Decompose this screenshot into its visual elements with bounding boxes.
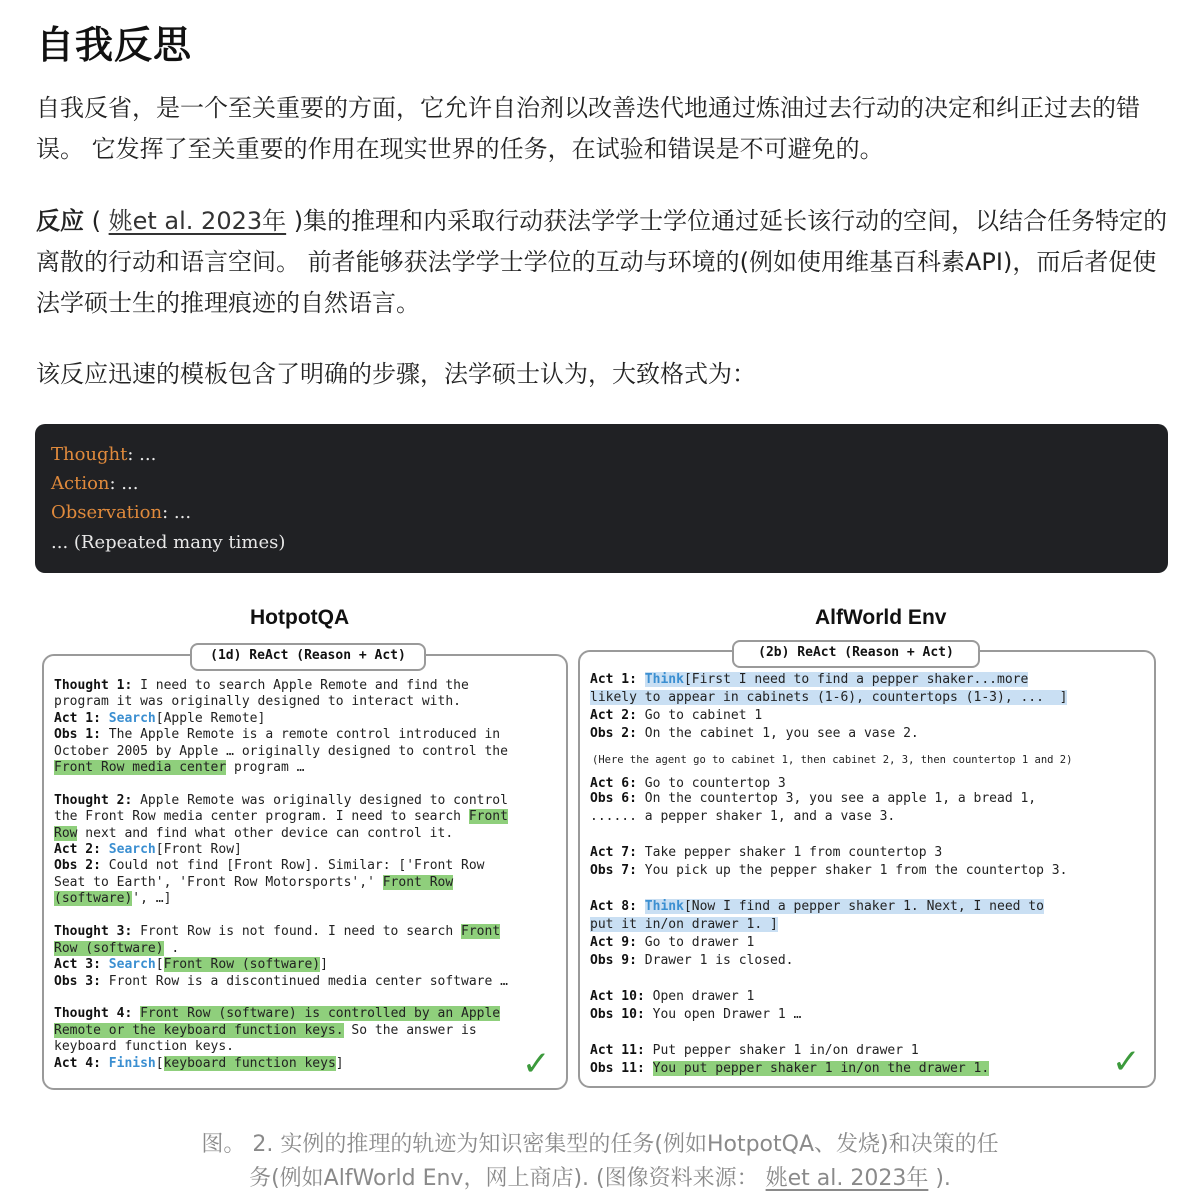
trace-line: Seat to Earth', 'Front Row Motorsports',' Front Row: [54, 875, 454, 890]
trace-line: program it was originally designed to interact with.: [54, 694, 461, 709]
trace-line: Obs 3: Front Row is a discontinued media center software …: [54, 974, 508, 989]
trace-line: Front Row media center program …: [54, 760, 305, 775]
trace-line: Obs 1: The Apple Remote is a remote control introduced in: [54, 727, 501, 742]
trace-line: likely to appear in cabinets (1-6), countertops (1-3), ... ]: [590, 690, 1068, 705]
trace-line: Thought 1: I need to search Apple Remote and find the: [54, 678, 469, 693]
trace-line: Act 10: Open drawer 1: [590, 989, 755, 1004]
intro-paragraph: 自我反省，是一个至关重要的方面，它允许自治剂以改善迭代地通过炼油过去行动的决定和纠正过去的错误。 它发挥了至关重要的作用在现实世界的任务，在试验和错误是不可避免的。: [36, 94, 1140, 163]
trace-line: Act 1: Search[Apple Remote]: [54, 711, 266, 726]
trace-line: Thought 3: Front Row is not found. I need to search Front: [54, 924, 501, 939]
trace-line: October 2005 by Apple … originally designed to control the: [54, 744, 508, 759]
figure-left-title: HotpotQA: [250, 606, 350, 629]
caption-citation-link[interactable]: 姚et al. 2023年: [765, 1166, 929, 1191]
figure-right-title: AlfWorld Env: [815, 606, 947, 629]
panel-label-left: (1d) ReAct (Reason + Act): [190, 643, 426, 671]
trace-line: the Front Row media center program. I need to search Front: [54, 809, 508, 824]
checkmark-icon: ✓: [522, 1044, 551, 1084]
trace-line: Act 2: Search[Front Row]: [54, 842, 242, 857]
react-description: )集的推理和内采取行动获法学学士学位通过延长该行动的空间，以结合任务特定的离散的行动和语言空间。 前者能够获法学学士学位的互动与环境的(例如使用维基百科素API)，而后者促使法学硕士生的推理痕迹的自然语言。: [36, 207, 1168, 317]
trace-line: Obs 11: You put pepper shaker 1 in/on the drawer 1.: [590, 1061, 990, 1076]
trace-note: (Here the agent go to cabinet 1, then cabinet 2, 3, then countertop 1 and 2): [592, 754, 1073, 766]
trace-line: keyboard function keys.: [54, 1039, 235, 1054]
page-title: 自我反思: [36, 23, 193, 67]
trace-line: Act 2: Go to cabinet 1: [590, 708, 763, 723]
paren-open: (: [84, 207, 109, 235]
citation-link[interactable]: 姚et al. 2023年: [108, 207, 287, 235]
react-term: 反应: [36, 207, 84, 235]
trace-line: Thought 4: Front Row (software) is controlled by an Apple: [54, 1006, 501, 1021]
trace-line: Act 7: Take pepper shaker 1 from countertop 3: [590, 845, 943, 860]
code-line-action: Action: ...: [51, 473, 139, 494]
trace-line: Obs 7: You pick up the pepper shaker 1 from the countertop 3.: [590, 863, 1068, 878]
trace-line: put it in/on drawer 1. ]: [590, 917, 778, 932]
trace-line: Act 9: Go to drawer 1: [590, 935, 755, 950]
checkmark-icon: ✓: [1112, 1042, 1141, 1082]
trace-line: Remote or the keyboard function keys. So the answer is: [54, 1023, 477, 1038]
panel-label-right: (2b) ReAct (Reason + Act): [732, 640, 980, 668]
trace-line: Row (software) .: [54, 941, 180, 956]
figure-caption: [170, 1128, 1030, 1196]
trace-line: Act 1: Think[First I need to find a pepper shaker...more: [590, 672, 1029, 687]
trace-line: Thought 2: Apple Remote was originally designed to control: [54, 793, 508, 808]
code-line-observation: Observation: ...: [51, 502, 192, 523]
caption-line-2: 务(例如AlfWorld Env，网上商店). (图像资料来源： 姚et al. 2023年 ).: [249, 1166, 951, 1191]
hotpotqa-panel: [42, 654, 568, 1090]
trace-line: Obs 6: On the countertop 3, you see a apple 1, a bread 1,: [590, 791, 1037, 806]
code-block: [35, 424, 1168, 573]
trace-line: Obs 9: Drawer 1 is closed.: [590, 953, 794, 968]
trace-line: Act 6: Go to countertop 3: [590, 776, 786, 791]
trace-line: Act 3: Search[Front Row (software)]: [54, 957, 328, 972]
code-line-thought: Thought: ...: [51, 444, 157, 465]
caption-line-1: 图。 2. 实例的推理的轨迹为知识密集型的任务(例如HotpotQA、发烧)和决策的任: [201, 1132, 999, 1157]
trace-line: Act 4: Finish[keyboard function keys]: [54, 1056, 344, 1071]
trace-line: Act 8: Think[Now I find a pepper shaker 1. Next, I need to: [590, 899, 1044, 914]
trace-line: (software)', …]: [54, 891, 172, 906]
trace-line: ...... a pepper shaker 1, and a vase 3.: [590, 809, 896, 824]
template-intro: 该反应迅速的模板包含了明确的步骤，法学硕士认为，大致格式为：: [36, 360, 756, 388]
react-paragraph: [36, 201, 1171, 324]
code-line-repeat: ... (Repeated many times): [51, 532, 286, 553]
trace-line: Obs 10: You open Drawer 1 …: [590, 1007, 802, 1022]
alfworld-panel: [578, 650, 1156, 1088]
trace-line: Obs 2: Could not find [Front Row]. Similar: ['Front Row: [54, 858, 485, 873]
trace-line: Obs 2: On the cabinet 1, you see a vase 2.: [590, 726, 919, 741]
trace-line: Act 11: Put pepper shaker 1 in/on drawer 1: [590, 1043, 919, 1058]
trace-line: Row next and find what other device can control it.: [54, 826, 454, 841]
